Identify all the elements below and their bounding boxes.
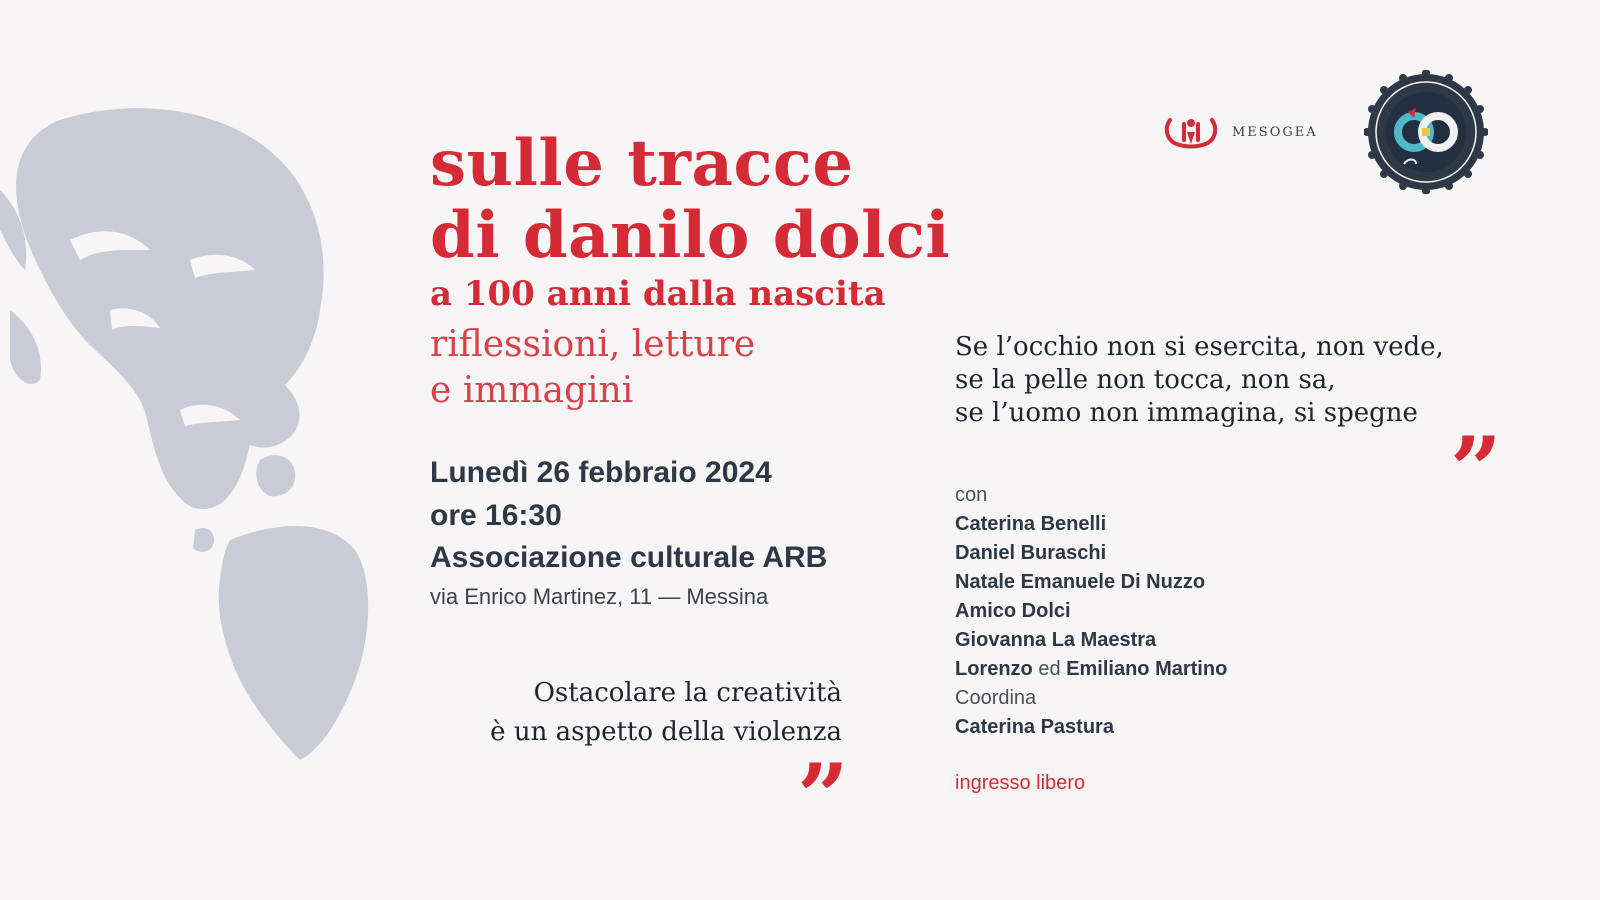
event-address: via Enrico Martinez, 11 — Messina: [430, 584, 769, 609]
coordinator-name: Caterina Pastura: [955, 716, 1114, 738]
quote-left-line-2: è un aspetto della violenza: [490, 717, 842, 747]
participant-pair: [955, 655, 1227, 684]
quote-right-line-3: se l’uomo non immagina, si spegne: [955, 398, 1418, 428]
quote-right-line-2: se la pelle non tocca, non sa,: [955, 365, 1336, 395]
event-time: ore 16:30: [430, 499, 562, 532]
portrait-illustration: [0, 100, 380, 770]
participant-joiner: ed: [1038, 658, 1061, 680]
centenary-badge-icon: [1364, 70, 1488, 194]
tagline-line-1: riflessioni, letture: [430, 324, 756, 365]
tagline-line-2: e immagini: [430, 370, 634, 411]
quote-right-line-1: Se l’occhio non si esercita, non vede,: [955, 332, 1444, 362]
participant-name: Natale Emanuele Di Nuzzo: [955, 571, 1206, 593]
quote-right: [955, 331, 1444, 430]
quote-left-line-1: Ostacolare la creatività: [533, 678, 842, 708]
free-entry-note: ingresso libero: [955, 772, 1086, 794]
event-venue: Associazione culturale ARB: [430, 541, 828, 574]
mesogea-icon: [1162, 114, 1220, 150]
quote-mark-icon: ”: [1450, 417, 1502, 523]
quote-left: [490, 674, 842, 752]
event-tagline: [430, 322, 755, 414]
participant-name: Daniel Buraschi: [955, 542, 1107, 564]
quote-mark-icon: ”: [797, 744, 849, 850]
participant-name: Amico Dolci: [955, 600, 1071, 622]
participant-name: Lorenzo: [955, 658, 1033, 680]
participant-name: Emiliano Martino: [1066, 658, 1228, 680]
event-title: [430, 128, 950, 272]
mesogea-wordmark: MESOGEA: [1232, 124, 1318, 140]
participant-name: Caterina Benelli: [955, 513, 1107, 535]
participant-name: Giovanna La Maestra: [955, 629, 1157, 651]
title-line-2: di danilo dolci: [430, 198, 951, 273]
event-subtitle: a 100 anni dalla nascita: [430, 274, 886, 314]
event-date: Lunedì 26 febbraio 2024: [430, 456, 772, 489]
participants-list: [955, 481, 1227, 742]
mesogea-logo: [1162, 112, 1318, 152]
coordinator-label: Coordina: [955, 687, 1037, 709]
participants-intro: con: [955, 484, 988, 506]
title-line-1: sulle tracce: [430, 126, 854, 201]
